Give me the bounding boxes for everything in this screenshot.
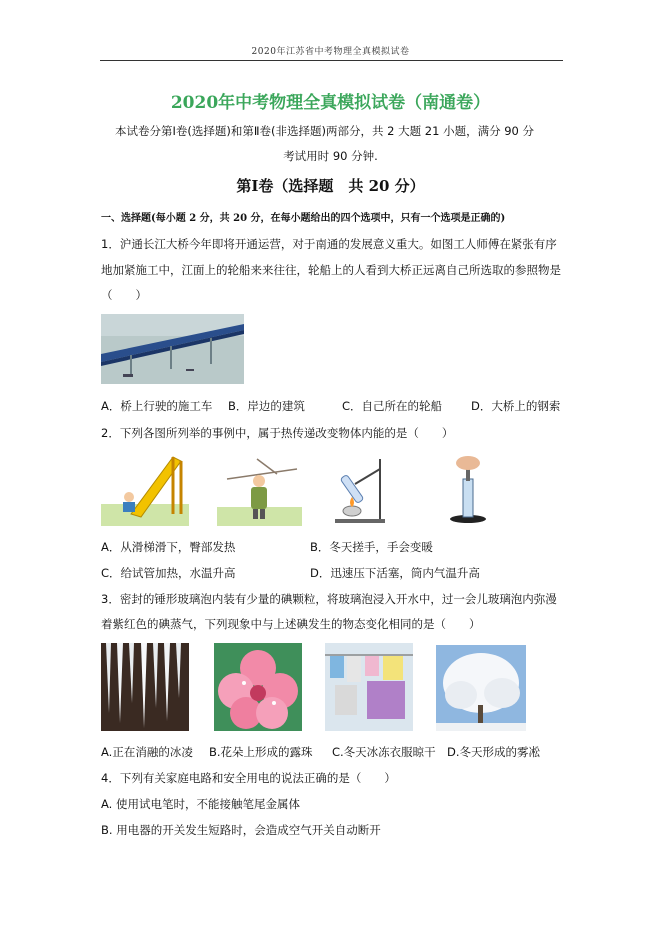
intro-line-1: 本试卷分第Ⅰ卷(选择题)和第Ⅱ卷(非选择题)两部分，共 2 大题 21 小题，满分 90 分 <box>115 124 535 138</box>
q1-line-1: 1．沪通长江大桥今年即将开通运营，对于南通的发展意义重大。如图工人师傅在紧张有序 <box>101 237 557 251</box>
flower-dew-photo <box>214 643 302 731</box>
q3-option-b: B.花朵上形成的露珠 <box>209 745 313 759</box>
q4-option-b: B. 用电器的开关发生短路时，会造成空气开关自动断开 <box>101 823 381 837</box>
q1-option-b: B．岸边的建筑 <box>228 399 305 413</box>
exam-title: 2020年中考物理全真模拟试卷（南通卷） <box>170 93 491 113</box>
piston-cylinder-illustration <box>444 449 492 526</box>
q3-option-d: D.冬天形成的雾凇 <box>447 745 541 759</box>
heating-test-tube-illustration <box>330 449 390 526</box>
q3-option-a: A.正在消融的冰凌 <box>101 745 193 759</box>
q2-option-c: C．给试管加热，水温升高 <box>101 566 236 580</box>
part-one-heading: 一、选择题(每小题 2 分，共 20 分，在每小题给出的四个选项中，只有一个选项是正确的) <box>101 213 506 224</box>
running-header: 2020年江苏省中考物理全真模拟试卷 <box>251 47 410 57</box>
q1-line-2: 地加紧施工中，江面上的轮船来来往往，轮船上的人看到大桥正远离自己所选取的参照物是 <box>101 263 561 277</box>
q2-option-b: B．冬天搓手，手会变暖 <box>310 540 433 554</box>
rime-tree-photo <box>436 645 526 731</box>
intro-line-2: 考试用时 90 分钟. <box>283 149 378 163</box>
q1-option-c: C．自己所在的轮船 <box>342 399 443 413</box>
header-rule <box>100 60 563 61</box>
bridge-photo <box>101 314 244 384</box>
q1-option-d: D．大桥上的钢索 <box>471 399 561 413</box>
icicles-photo <box>101 643 189 731</box>
rubbing-hands-illustration <box>217 449 302 526</box>
q3-line-2: 着紫红色的碘蒸气，下列现象中与上述碘发生的物态变化相同的是（ ） <box>101 617 481 631</box>
section-title: 第Ⅰ卷（选择题 共 20 分） <box>236 177 425 195</box>
q2-line-1: 2．下列各图所列举的事例中，属于热传递改变物体内能的是（ ） <box>101 426 454 440</box>
slide-illustration <box>101 449 189 526</box>
q1-line-3: （ ） <box>101 288 147 302</box>
q4-line-1: 4．下列有关家庭电路和安全用电的说法正确的是（ ） <box>101 771 396 785</box>
frozen-clothes-photo <box>325 643 413 731</box>
q2-option-a: A．从滑梯滑下，臀部发热 <box>101 540 236 554</box>
q3-line-1: 3．密封的锤形玻璃泡内装有少量的碘颗粒，将玻璃泡浸入开水中，过一会儿玻璃泡内弥漫 <box>101 592 557 606</box>
q1-option-a: A．桥上行驶的施工车 <box>101 399 213 413</box>
q4-option-a: A. 使用试电笔时，不能接触笔尾金属体 <box>101 797 300 811</box>
q3-option-c: C.冬天冰冻衣服晾干 <box>332 745 436 759</box>
q2-option-d: D．迅速压下活塞，筒内气温升高 <box>310 566 480 580</box>
